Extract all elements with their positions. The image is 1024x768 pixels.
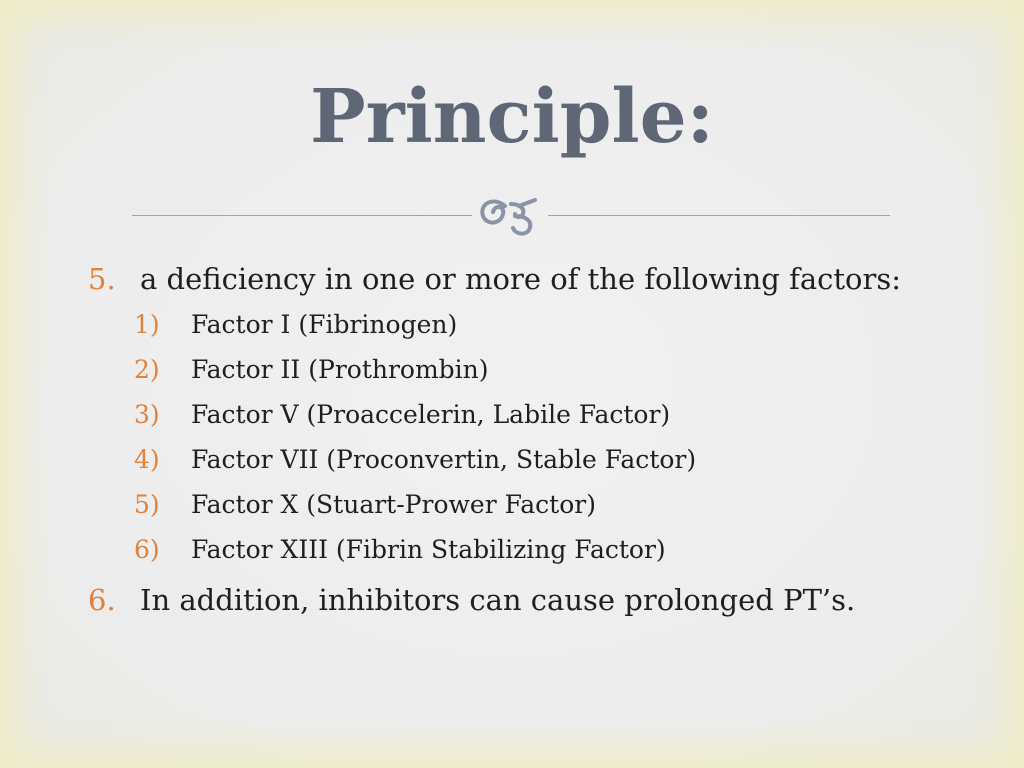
sub-list-number: 4)	[134, 445, 160, 474]
slide-title: Principle:	[310, 74, 714, 160]
sub-list-text: Factor VII (Proconvertin, Stable Factor)	[191, 445, 697, 474]
sub-list-number: 1)	[134, 310, 160, 339]
sub-list-number: 3)	[134, 400, 160, 429]
sub-list-number: 6)	[134, 535, 160, 564]
sub-list-text: Factor XIII (Fibrin Stabilizing Factor)	[191, 535, 666, 564]
sub-list-text: Factor II (Prothrombin)	[191, 355, 489, 384]
sub-list-number: 2)	[134, 355, 160, 384]
sub-list-text: Factor V (Proaccelerin, Labile Factor)	[191, 400, 671, 429]
list-number: 6.	[88, 583, 116, 617]
list-text: In addition, inhibitors can cause prolonged PT’s.	[140, 583, 856, 617]
sub-list-text: Factor X (Stuart-Prower Factor)	[191, 490, 596, 519]
list-number: 5.	[88, 262, 116, 296]
sub-list-number: 5)	[134, 490, 160, 519]
list-text: a deficiency in one or more of the following factors:	[140, 262, 901, 296]
sub-list-text: Factor I (Fibrinogen)	[191, 310, 458, 339]
